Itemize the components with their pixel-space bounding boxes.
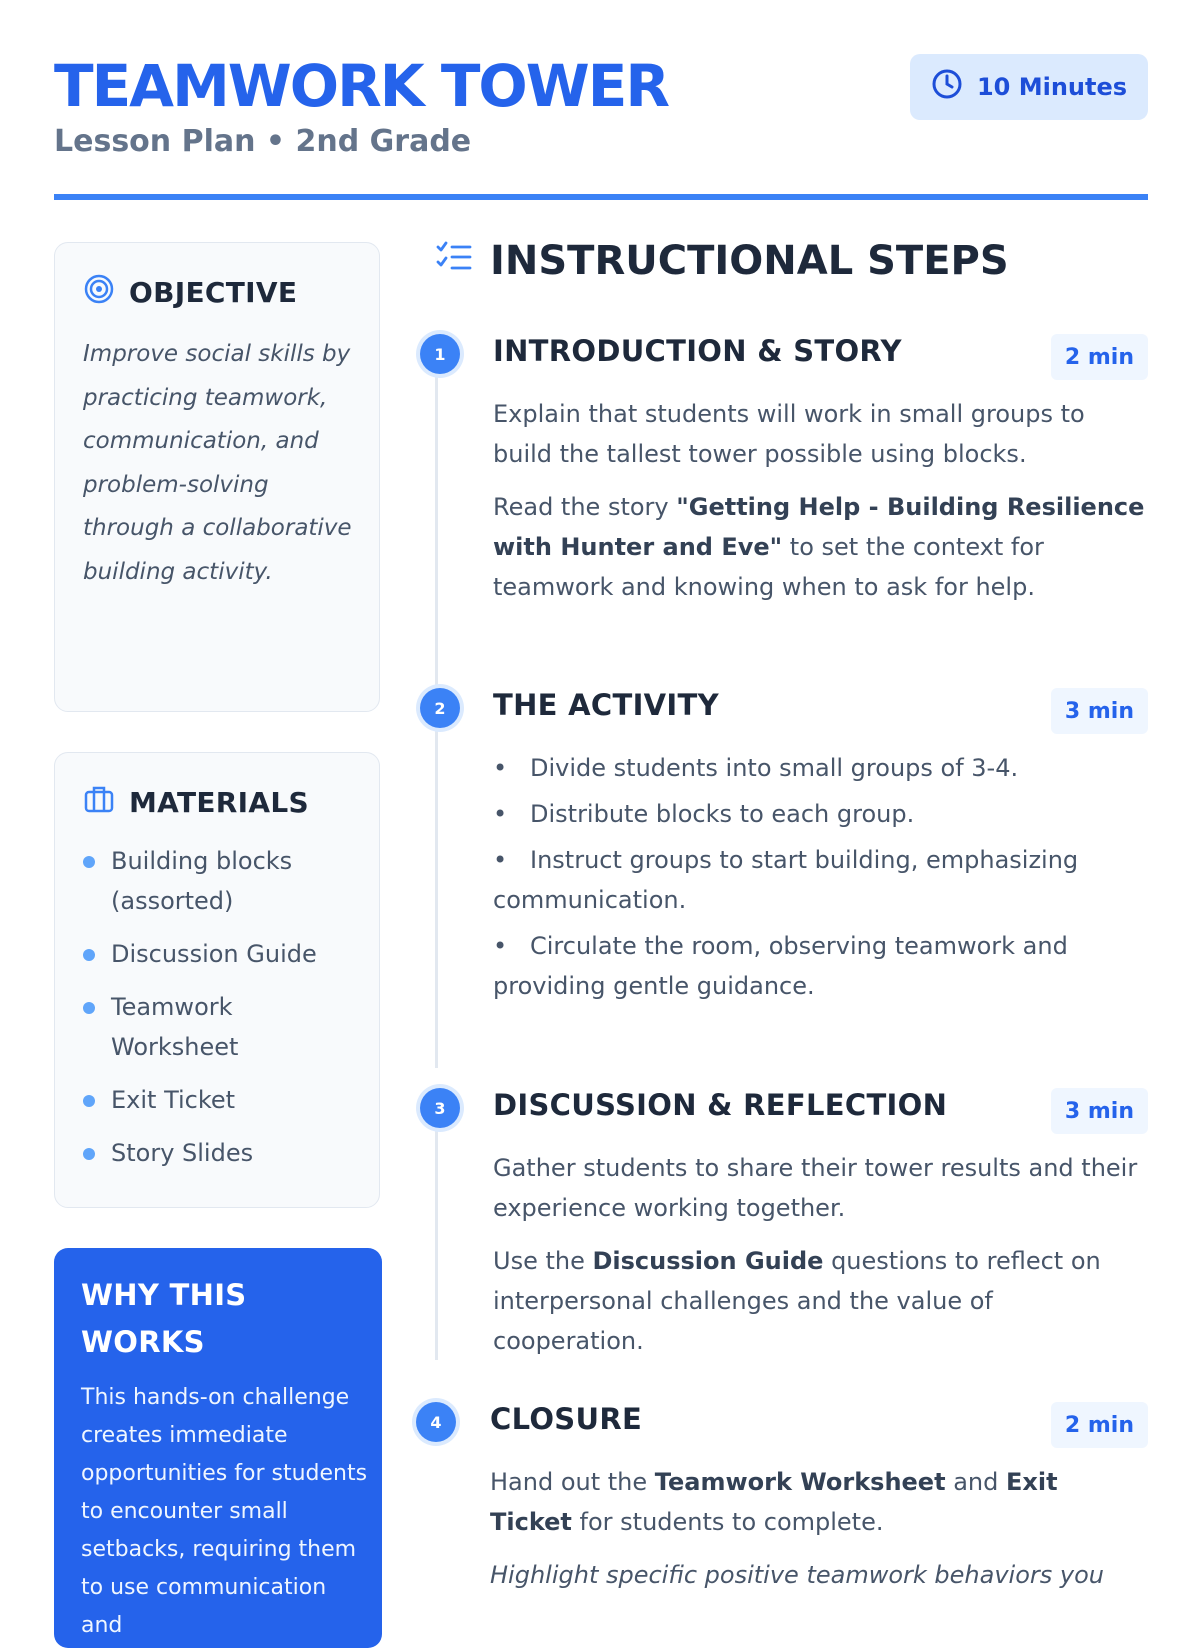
bullet-text: Circulate the room, observing teamwork and providing gentle guidance. — [493, 932, 1068, 1000]
step-time-badge: 2 min — [1051, 334, 1148, 380]
step-number: 4 — [416, 1402, 456, 1442]
objective-card — [54, 242, 380, 712]
text-run: Read the story — [493, 493, 677, 521]
material-ref: Teamwork Worksheet — [654, 1468, 946, 1496]
materials-heading — [83, 783, 309, 822]
list-item — [493, 926, 1148, 1006]
header-divider — [54, 194, 1148, 200]
step-title: THE ACTIVITY — [493, 688, 719, 722]
list-item — [83, 841, 363, 921]
list-item — [493, 748, 1148, 788]
step-body — [493, 394, 1148, 620]
step-time-badge: 2 min — [1051, 1402, 1148, 1448]
checklist-icon — [436, 238, 472, 284]
step-paragraph: Highlight specific positive teamwork behaviors you — [490, 1561, 1104, 1589]
materials-card — [54, 752, 380, 1208]
step-paragraph: Explain that students will work in small groups to build the tallest tower possible using blocks. — [493, 400, 1085, 468]
step-number: 2 — [420, 688, 460, 728]
step-title: DISCUSSION & REFLECTION — [493, 1088, 948, 1122]
step-paragraph: Gather students to share their tower results and their experience working together. — [493, 1154, 1138, 1222]
timeline-line — [435, 1128, 438, 1360]
bullet-icon: • — [493, 754, 508, 782]
step-title: CLOSURE — [490, 1402, 643, 1436]
step-paragraph — [493, 487, 1148, 607]
bullet-icon: • — [493, 846, 508, 874]
materials-title: MATERIALS — [129, 786, 309, 819]
materials-list — [83, 841, 363, 1186]
step-body — [490, 1462, 1145, 1608]
text-run: Hand out the — [490, 1468, 655, 1496]
activity-list — [493, 748, 1148, 1006]
step-title: INTRODUCTION & STORY — [493, 334, 902, 368]
step-number: 1 — [420, 334, 460, 374]
steps-title: INSTRUCTIONAL STEPS — [490, 238, 1009, 284]
steps-heading — [436, 238, 1009, 284]
why-text: This hands-on challenge creates immediate opportunities for students to encounter small setbacks, requiring them to use communication and — [81, 1385, 368, 1638]
step-paragraph — [490, 1462, 1145, 1542]
briefcase-icon — [83, 783, 115, 822]
story-title: "Getting Help - Building Resilience with Hunter and Eve" — [493, 493, 1145, 561]
objective-title: OBJECTIVE — [129, 276, 298, 309]
bullet-dot-icon — [83, 949, 95, 961]
list-item — [493, 794, 1148, 834]
objective-heading — [83, 273, 297, 312]
list-item — [83, 934, 363, 974]
duration-label: 10 Minutes — [976, 73, 1128, 101]
clock-icon — [931, 68, 963, 106]
material-label: Teamwork Worksheet — [111, 993, 239, 1061]
material-label: Discussion Guide — [111, 940, 317, 968]
step-number: 3 — [420, 1088, 460, 1128]
timeline-line — [435, 728, 438, 1068]
list-item — [83, 1080, 363, 1120]
list-item — [83, 987, 363, 1067]
bullet-icon: • — [493, 800, 508, 828]
bullet-text: Instruct groups to start building, emphasizing communication. — [493, 846, 1079, 914]
why-title: WHY THIS WORKS — [81, 1278, 247, 1359]
step-body — [493, 748, 1148, 1012]
list-item — [83, 1133, 363, 1173]
material-label: Building blocks (assorted) — [111, 847, 293, 915]
list-item — [493, 840, 1148, 920]
text-run: for students to complete. — [571, 1508, 884, 1536]
objective-text: Improve social skills by practicing teamwork, communication, and problem-solving through a collaborative building activity. — [83, 341, 352, 585]
bullet-text: Divide students into small groups of 3-4. — [530, 754, 1019, 782]
step-body — [493, 1148, 1148, 1374]
text-run: to set the context for teamwork and knowing when to ask for help. — [493, 533, 1044, 601]
text-run: and — [945, 1468, 1006, 1496]
text-run: questions to reflect on interpersonal challenges and the value of cooperation. — [493, 1247, 1101, 1355]
page-subtitle: Lesson Plan • 2nd Grade — [54, 124, 472, 159]
duration-badge — [910, 54, 1148, 120]
bullet-dot-icon — [83, 1148, 95, 1160]
step-time-badge: 3 min — [1051, 1088, 1148, 1134]
why-card — [54, 1248, 382, 1648]
material-ref: Discussion Guide — [592, 1247, 824, 1275]
target-icon — [83, 273, 115, 312]
bullet-icon: • — [493, 932, 508, 960]
bullet-dot-icon — [83, 1095, 95, 1107]
page-title: TEAMWORK TOWER — [54, 52, 668, 120]
step-paragraph — [493, 1241, 1148, 1361]
material-label: Story Slides — [111, 1139, 254, 1167]
bullet-text: Distribute blocks to each group. — [530, 800, 915, 828]
bullet-dot-icon — [83, 856, 95, 868]
material-label: Exit Ticket — [111, 1086, 236, 1114]
step-time-badge: 3 min — [1051, 688, 1148, 734]
material-ref: Exit Ticket — [490, 1468, 1058, 1536]
bullet-dot-icon — [83, 1002, 95, 1014]
text-run: Use the — [493, 1247, 593, 1275]
